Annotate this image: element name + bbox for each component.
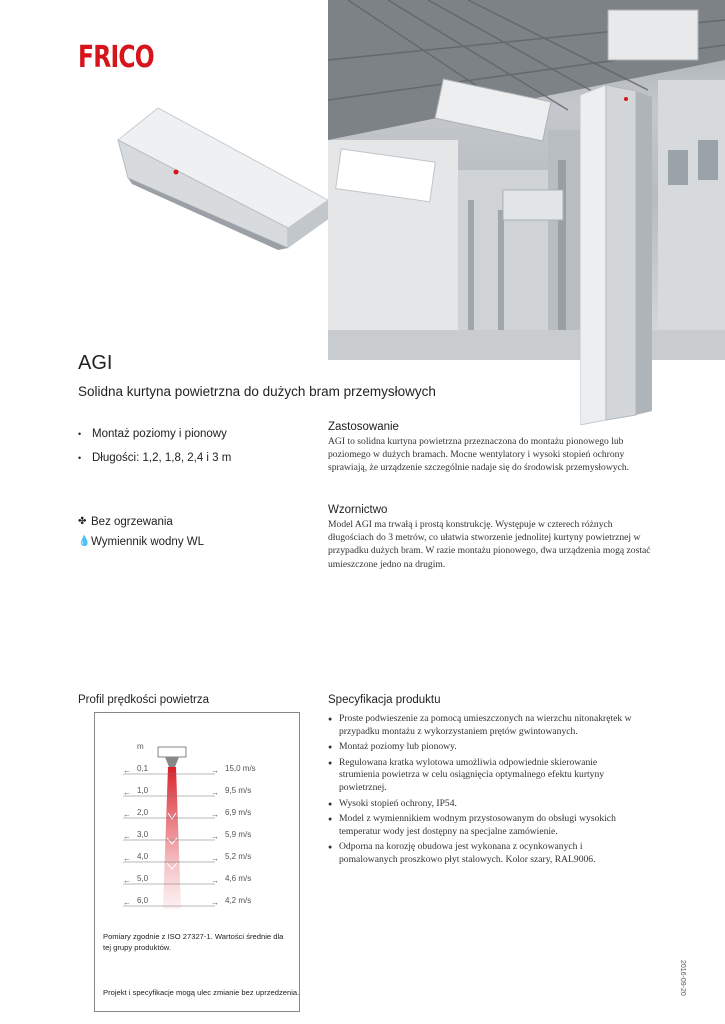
distance-label: 6,0 <box>137 896 149 905</box>
profile-box <box>94 712 300 1012</box>
speed-label: 5,2 m/s <box>225 852 252 861</box>
profile-heading: Profil prędkości powietrza <box>78 694 210 706</box>
spec-item: ● Proste podwieszenie za pomocą umieszczonych na wierzchu nitonakrętek w przypadku montażu z wykorzystaniem prętów gwintowanych. <box>328 713 638 738</box>
distance-arrow: ← <box>123 854 131 863</box>
spec-item: ● Wysoki stopień ochrony, IP54. <box>328 798 638 811</box>
feature-list <box>78 512 204 552</box>
distance-arrow: ← <box>123 810 131 819</box>
speed-label: 5,9 m/s <box>225 830 252 839</box>
speed-arrow: → <box>211 766 219 775</box>
spec-item: ● Montaż poziomy lub pionowy. <box>328 741 638 754</box>
product-image-vertical <box>580 85 660 425</box>
spec-list <box>328 713 638 870</box>
speed-label: 4,2 m/s <box>225 896 252 905</box>
unit-icon <box>158 747 186 757</box>
page-subtitle: Solidna kurtyna powietrzna do dużych bram przemysłowych <box>78 384 436 399</box>
feature-item: 💧 Wymiennik wodny WL <box>78 532 204 552</box>
section-text: AGI to solidna kurtyna powietrzna przeznaczona do montażu pionowego lub poziomego w dużych bramach. Mocne wentylatory i wysoki stopień ochrony sprawiają, że urządzenie szczególnie nadaje się do środowisk przemysłowych. <box>328 436 630 474</box>
section-wzornictwo <box>328 504 658 571</box>
distance-label: 0,1 <box>137 764 149 773</box>
page-title: AGI <box>78 352 113 374</box>
feature-item: ✤ Bez ogrzewania <box>78 512 204 532</box>
frico-logo: FRICO <box>78 40 154 75</box>
footer-disclaimer: Projekt i specyfikacje mogą ulec zmianie bez uprzedzenia. <box>103 988 300 997</box>
speed-label: 9,5 m/s <box>225 786 252 795</box>
distance-arrow: ← <box>123 876 131 885</box>
fan-icon: ✤ <box>78 516 87 527</box>
section-text: Model AGI ma trwałą i prostą konstrukcję. Występuje w czterech różnych długościach do 3 metrów, co ułatwia stworzenie jednolitej kurtyny powietrznej w przypadku dużych bram. W razie montażu pionowego, dwa urządzenia mogą zostać umieszczone jedno na drugim. <box>328 519 651 570</box>
section-heading: Zastosowanie <box>328 421 399 433</box>
speed-arrow: → <box>211 876 219 885</box>
speed-label: 15,0 m/s <box>225 764 256 773</box>
key-point: • Montaż poziomy i pionowy <box>78 422 231 446</box>
speed-arrow: → <box>211 832 219 841</box>
distance-unit: m <box>137 743 144 751</box>
distance-label: 2,0 <box>137 808 149 817</box>
distance-label: 1,0 <box>137 786 149 795</box>
speed-arrow: → <box>211 810 219 819</box>
key-points <box>78 422 231 470</box>
section-zastosowanie <box>328 421 658 475</box>
section-heading: Wzornictwo <box>328 504 388 516</box>
spec-heading: Specyfikacja produktu <box>328 694 441 706</box>
speed-arrow: → <box>211 788 219 797</box>
bullet-icon: • <box>78 429 82 439</box>
speed-arrow: → <box>211 854 219 863</box>
spec-item: ● Regulowana kratka wylotowa umożliwia odpowiednie skierowanie strumienia powietrza w celu osiągnięcia optymalnego efektu kurtyny powietrznej. <box>328 757 638 795</box>
distance-label: 5,0 <box>137 874 149 883</box>
distance-label: 4,0 <box>137 852 149 861</box>
speed-label: 4,6 m/s <box>225 874 252 883</box>
warehouse-photo <box>328 0 725 360</box>
print-date: 2016-09-20 <box>679 960 686 996</box>
distance-label: 3,0 <box>137 830 149 839</box>
velocity-profile-diagram <box>95 743 299 953</box>
bullet-icon: • <box>78 453 82 463</box>
spec-item: ● Odporna na korozję obudowa jest wykonana z ocynkowanych i pomalowanych proszkowo płyt stalowych. Kolor szary, RAL9006. <box>328 841 638 866</box>
profile-note: Pomiary zgodnie z ISO 27327-1. Wartości średnie dla tej grupy produktów. <box>103 932 284 952</box>
key-point: • Długości: 1,2, 1,8, 2,4 i 3 m <box>78 446 231 470</box>
distance-arrow: ← <box>123 832 131 841</box>
speed-arrow: → <box>211 898 219 907</box>
product-image-horizontal <box>98 100 338 260</box>
distance-arrow: ← <box>123 898 131 907</box>
spec-item: ● Model z wymiennikiem wodnym przystosowanym do obsługi wysokich temperatur wody jest dostępny na specjalne zamówienie. <box>328 813 638 838</box>
distance-arrow: ← <box>123 788 131 797</box>
water-drop-icon: 💧 <box>78 536 91 547</box>
distance-arrow: ← <box>123 766 131 775</box>
speed-label: 6,9 m/s <box>225 808 252 817</box>
